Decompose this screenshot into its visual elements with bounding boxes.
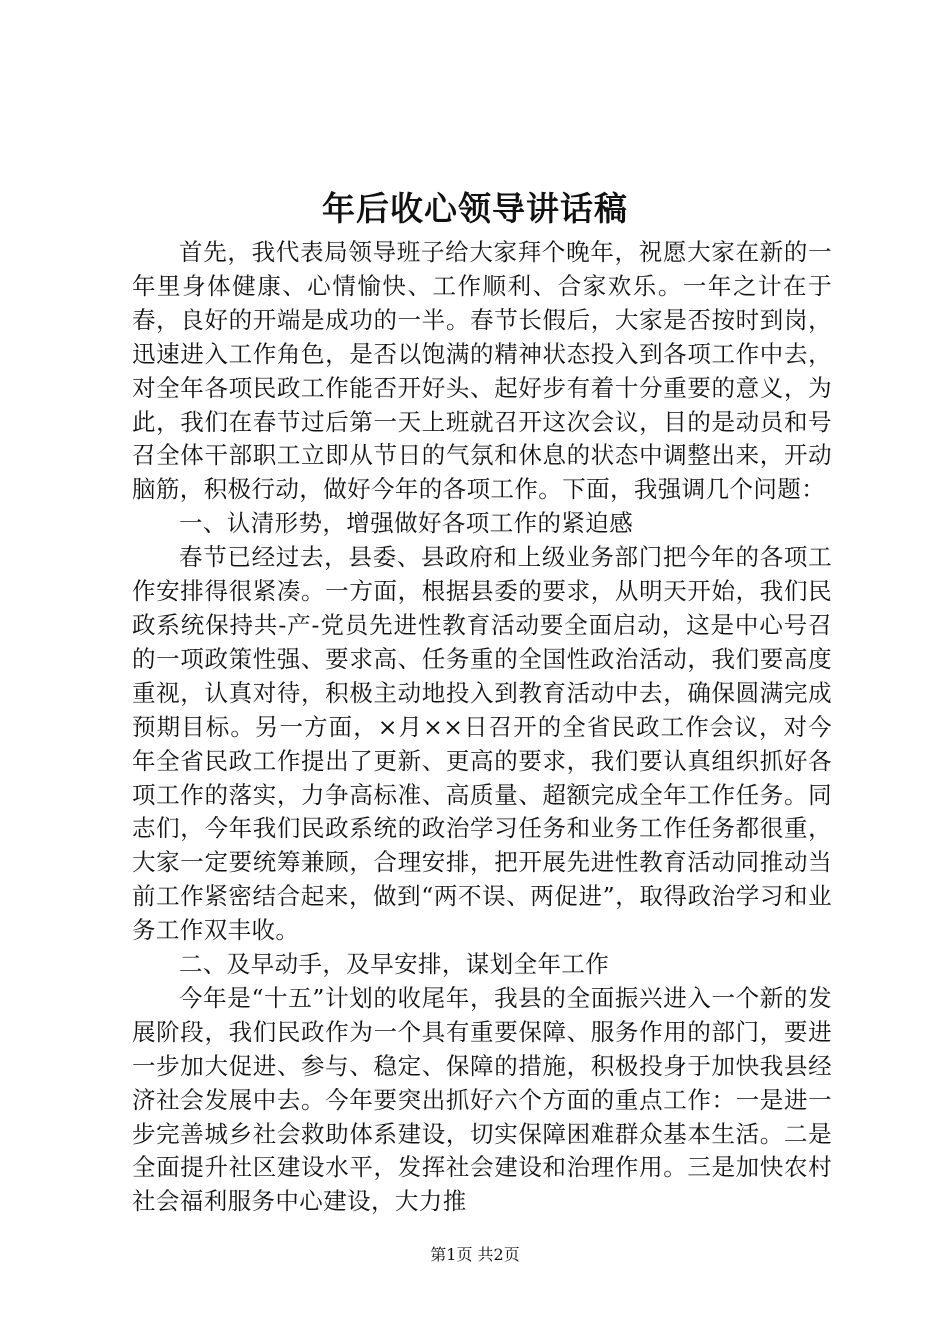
paragraph-section-2: 今年是“十五”计划的收尾年，我县的全面振兴进入一个新的发展阶段，我们民政作为一个具有重要保障、服务作用的部门，要进一步加大促进、参与、稳定、保障的措施，积极投身于加快我县经济社会发展中去。今年要突出抓好六个方面的重点工作：一是进一步完善城乡社会救助体系建设，切实保障困难群众基本生活。二是全面提升社区建设水平，发挥社会建设和治理作用。三是加快农村社会福利服务中心建设，大力推 xyxy=(132,983,832,1216)
page-footer: 第1页 共2页 xyxy=(430,1245,520,1264)
paragraph-section-1: 春节已经过去，县委、县政府和上级业务部门把今年的各项工作安排得很紧凑。一方面，根据县委的要求，从明天开始，我们民政系统保持共-产-党员先进性教育活动要全面启动，这是中心号召的一项政策性强、要求高、任务重的全国性政治活动，我们要高度重视，认真对待，积极主动地投入到教育活动中去，确保圆满完成预期目标。另一方面，×月××日召开的全省民政工作会议，对今年全省民政工作提出了更新、更高的要求，我们要认真组织抓好各项工作的落实，力争高标准、高质量、超额完成全年工作任务。同志们，今年我们民政系统的政治学习任务和业务工作任务都很重，大家一定要统筹兼顾，合理安排，把开展先进性教育活动同推动当前工作紧密结合起来，做到“两不误、两促进”，取得政治学习和业务工作双丰收。 xyxy=(132,543,832,945)
section-heading-2: 二、及早动手，及早安排，谋划全年工作 xyxy=(179,950,610,979)
section-heading-1: 一、认清形势，增强做好各项工作的紧迫感 xyxy=(179,509,634,538)
paragraph-intro: 首先，我代表局领导班子给大家拜个晚年，祝愿大家在新的一年里身体健康、心情愉快、工作顺利、合家欢乐。一年之计在于春，良好的开端是成功的一半。春节长假后，大家是否按时到岗，迅速进入工作角色，是否以饱满的精神状态投入到各项工作中去，对全年各项民政工作能否开好头、起好步有着十分重要的意义，为此，我们在春节过后第一天上班就召开这次会议，目的是动员和号召全体干部职工立即从节日的气氛和休息的状态中调整出来，开动脑筋，积极行动，做好今年的各项工作。下面，我强调几个问题： xyxy=(132,238,832,504)
page-title: 年后收心领导讲话稿 xyxy=(322,189,628,228)
document-body xyxy=(132,236,832,1219)
